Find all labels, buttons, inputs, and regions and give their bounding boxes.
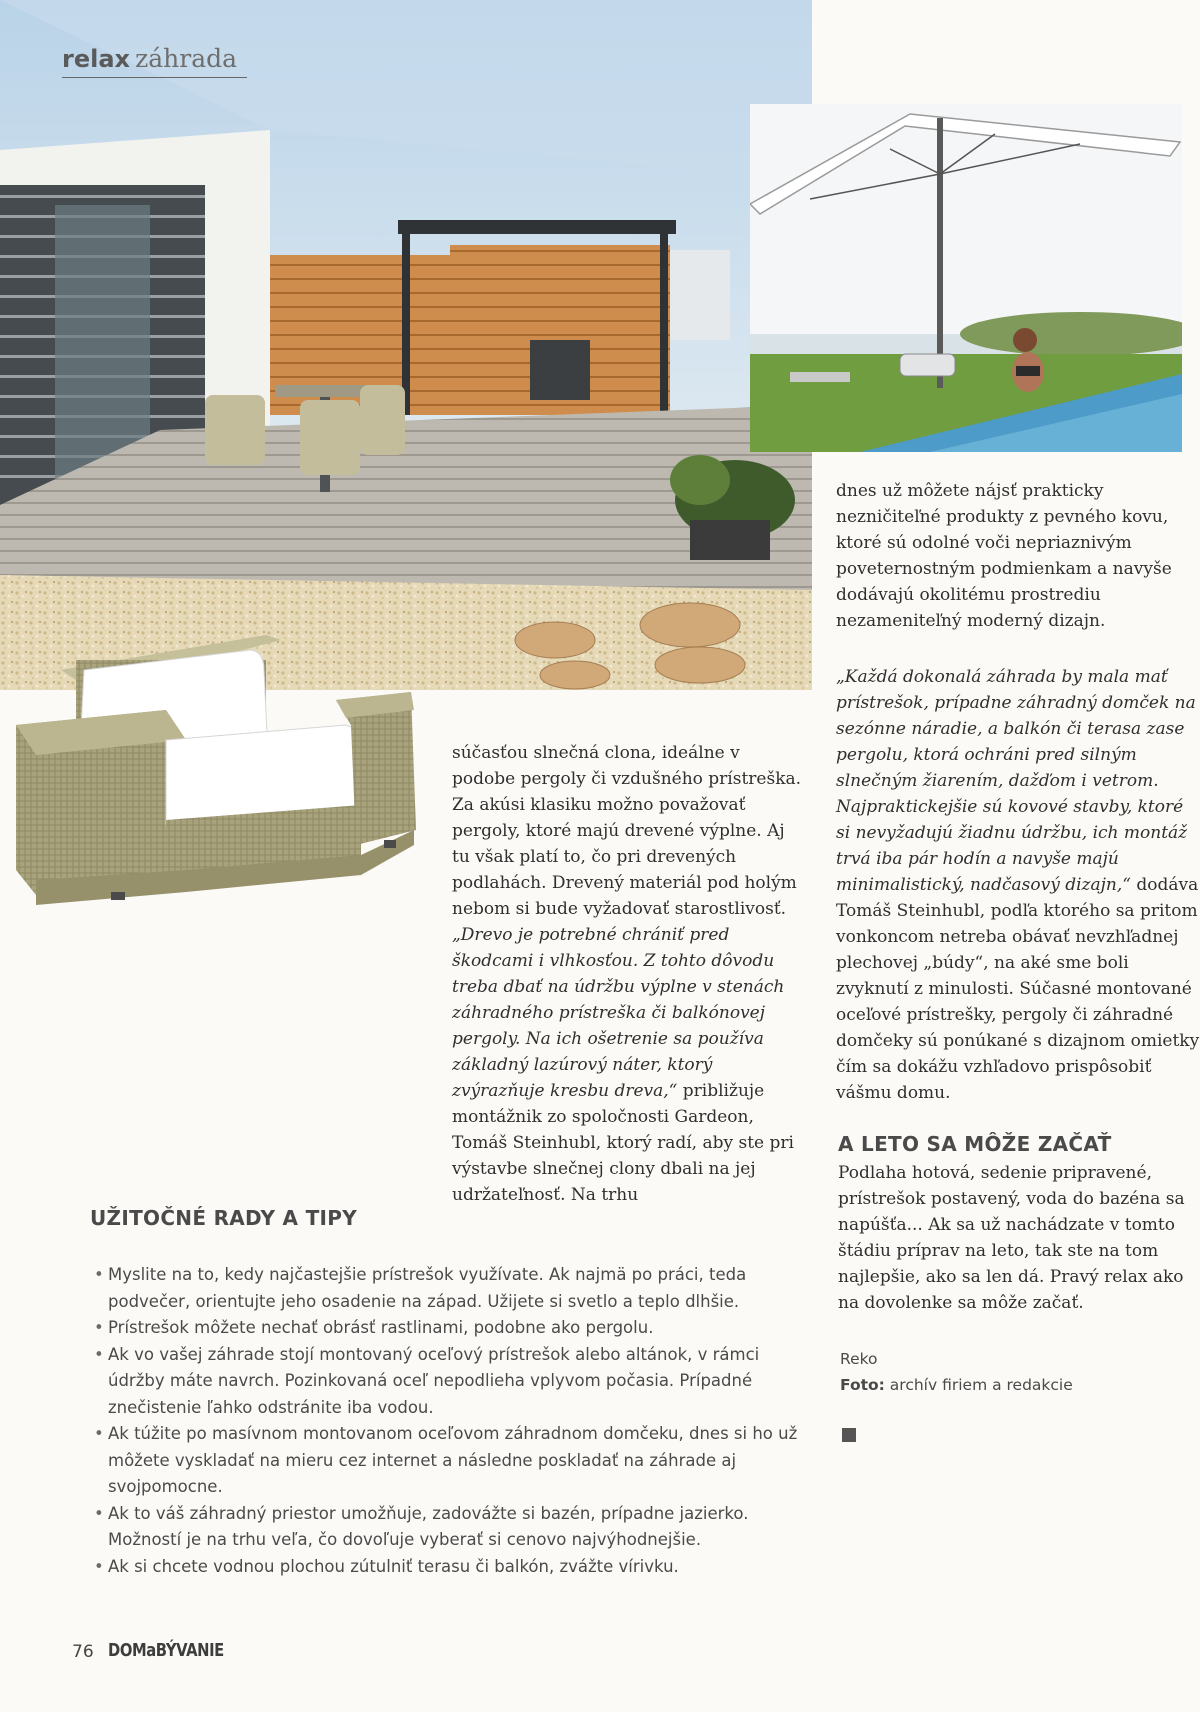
list-item: • Ak to váš záhradný priestor umožňuje, zadovážte si bazén, prípadne jazierko. Možností je na trhu veľa, čo dovoľuje vyberať si cenovo najvýhodnejšie.: [90, 1501, 820, 1554]
tips-list: [90, 1262, 820, 1580]
quote-text: „Každá dokonalá záhrada by mala mať prístrešok, prípadne záhradný domček na sezónne náradie, a balkón či terasa zase pergolu, ktorá ochráni pred silným slnečným žiarením, dažďom i vetrom. Najpraktickejšie sú kovové stavby, ktoré si nevyžadujú žiadnu údržbu, ich montáž trvá iba pár hodín a navyše majú minimalistický, nadčasový dizajn,“: [836, 667, 1196, 895]
article-middle-column: [452, 740, 807, 1208]
subheading-leto: A LETO SA MÔŽE ZAČAŤ: [838, 1132, 1112, 1156]
paragraph: dnes už môžete nájsť prakticky nezničiteľné produkty z pevného kovu, ktoré sú odolné voči nepriaznivým poveternostným podmienkam a navyše dodávajú okolitému prostrediu nezameniteľný moderný dizajn.: [836, 481, 1172, 631]
magazine-logo: DOMaBÝVANIE: [108, 1640, 224, 1661]
article-right-quote: [836, 664, 1200, 1106]
end-square-icon: [842, 1428, 856, 1442]
author-credit: Reko: [840, 1350, 878, 1368]
list-item: • Ak vo vašej záhrade stojí montovaný oceľový prístrešok alebo altánok, v rámci údržby máte navrch. Pozinkovaná oceľ nepodlieha vplyvom počasia. Prípadné znečistenie ľahko odstránite iba vodou.: [90, 1342, 820, 1422]
page-number: 76: [72, 1642, 94, 1662]
paragraph: dodáva Tomáš Steinhubl, podľa ktorého sa pritom vonkoncom netreba obávať nevzhľadnej plechovej „búdy“, na aké sme boli zvyknutí z minulosti. Súčasné montované oceľové prístrešky, pergoly či záhradné domčeky sú ponúkané s dizajnom omietky čím sa dokážu vzhľadovo prispôsobiť vášmu domu.: [836, 875, 1200, 1103]
list-item: • Ak túžite po masívnom montovanom oceľovom záhradnom domčeku, dnes si ho už môžete vyskladať na mieru cez internet a následne poskladať na záhrade aj svojpomocne.: [90, 1421, 820, 1501]
list-item: • Myslite na to, kedy najčastejšie prístrešok využívate. Ak najmä po práci, teda podvečer, orientujte jeho osadenie na západ. Užijete si svetlo a teplo dlhšie.: [90, 1262, 820, 1315]
subsection-label: záhrada: [135, 44, 238, 73]
article-right-top: [836, 478, 1200, 634]
list-item: • Prístrešok môžete nechať obrásť rastlinami, podobne ako pergolu.: [90, 1315, 820, 1342]
article-right-end: [838, 1160, 1200, 1316]
paragraph: približuje montážnik zo spoločnosti Gardeon, Tomáš Steinhubl, ktorý radí, aby ste pri výstavbe slnečnej clony dbali na jej udržateľnosť. Na trhu: [452, 1081, 794, 1205]
photo-credit-value: archív firiem a redakcie: [884, 1376, 1073, 1394]
list-item: • Ak si chcete vodnou plochou zútulniť terasu či balkón, zvážte vírivku.: [90, 1554, 820, 1581]
photo-credit: [840, 1376, 1073, 1394]
tips-heading: UŽITOČNÉ RADY A TIPY: [90, 1206, 358, 1230]
umbrella-pool-photo: [750, 104, 1182, 452]
photo-credit-label: Foto:: [840, 1376, 885, 1394]
paragraph: Podlaha hotová, sedenie pripravené, prístrešok postavený, voda do bazéna sa napúšťa... Ak sa už nachádzate v tomto štádiu príprav na leto, tak ste na tom najlepšie, ako sa len dá. Pravý relax ako na dovolenke sa môže začať.: [838, 1163, 1185, 1313]
section-label: relax: [62, 45, 131, 73]
paragraph: súčasťou slnečná clona, ideálne v podobe pergoly či vzdušného prístreška. Za akúsi klasiku možno považovať pergoly, ktoré majú drevené výplne. Aj tu však platí to, čo pri drevených podlahách. Drevený materiál pod holým nebom si bude vyžadovať starostlivosť.: [452, 743, 802, 919]
quote-text: „Drevo je potrebné chrániť pred škodcami i vlhkosťou. Z tohto dôvodu treba dbať na údržbu výplne v stenách záhradného prístreška či balkónovej pergoly. Na ich ošetrenie sa používa základný lazúrový náter, ktorý zvýrazňuje kresbu dreva,“: [452, 925, 785, 1101]
rattan-armchair-photo: [16, 630, 436, 990]
terrace-pergola-photo: [0, 0, 812, 690]
section-heading: [62, 44, 247, 78]
